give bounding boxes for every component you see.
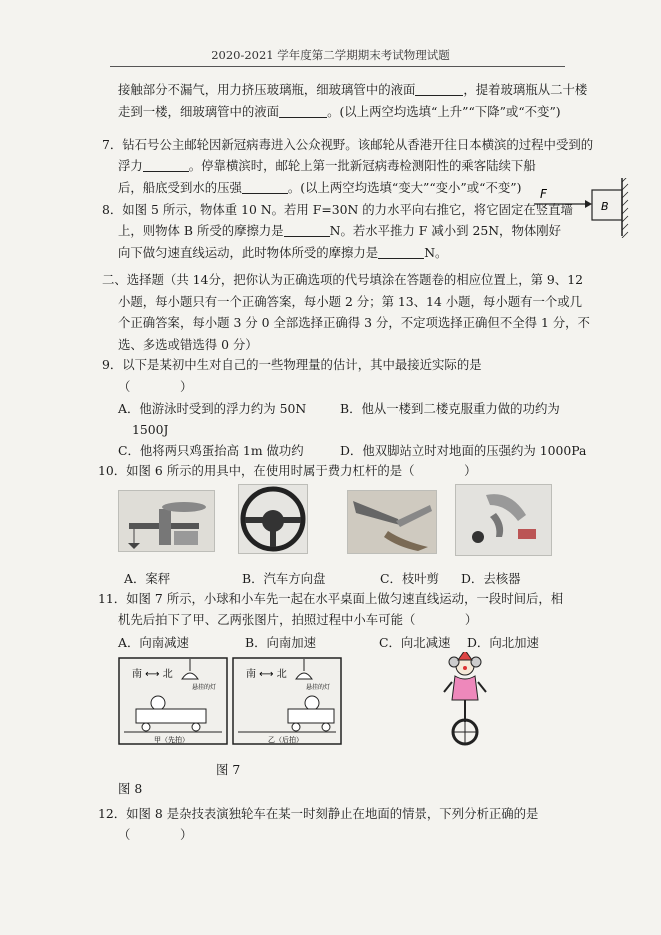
q10-option-a[interactable]: A．案秤	[124, 571, 171, 586]
page-header: 2020-2021 学年度第二学期期末考试物理试题	[211, 48, 450, 62]
pitter-image	[455, 484, 552, 556]
q9-answer-paren[interactable]: （ ）	[118, 379, 193, 394]
figure-7-yi	[232, 657, 342, 745]
header-divider	[110, 66, 565, 67]
photo-yi-caption: 乙（后拍）	[268, 736, 303, 744]
section2-line1: 二、选择题（共 14分，把你认为正确选项的代号填涂在答题卷的相应位置上，第 9、12	[102, 272, 583, 287]
q11-line1: 11．如图 7 所示，小球和小车先一起在水平桌面上做匀速直线运动，一段时间后，相	[98, 591, 564, 606]
lamp-label: 悬挂的灯	[192, 684, 217, 691]
q8-line3: 向下做匀速直线运动，此时物体所受的摩擦力是 N。	[118, 245, 448, 260]
steering-wheel-image	[238, 484, 308, 554]
section2-line2: 小题，每小题只有一个正确答案，每小题 2 分；第 13、14 小题，每小题有一个或几	[118, 294, 583, 309]
pruning-shears-image	[347, 490, 437, 554]
q11-option-d[interactable]: D．向北加速	[467, 635, 539, 650]
force-arrow-head	[585, 200, 592, 208]
q12-answer-paren[interactable]: （ ）	[118, 827, 193, 842]
answer-blank[interactable]	[284, 224, 330, 237]
q7-line2: 浮力 。停靠横滨时，邮轮上第一批新冠病毒检测阳性的乘客陆续下船	[118, 158, 536, 173]
answer-blank[interactable]	[415, 83, 463, 96]
q9-option-c[interactable]: C．他将两只鸡蛋抬高 1m 做功约	[118, 443, 304, 458]
section2-line3: 个正确答案，每小题 3 分 0 全部选择正确得 3 分，不定项选择正确但不全得 1 分，不	[118, 315, 590, 330]
q9-stem: 9．以下是某初中生对自己的一些物理量的估计，其中最接近实际的是	[102, 357, 482, 372]
q11-option-a[interactable]: A．向南减速	[118, 635, 189, 650]
q9-option-d[interactable]: D．他双脚站立时对地面的压强约为 1000Pa	[340, 443, 587, 458]
answer-blank[interactable]	[378, 246, 424, 259]
answer-blank[interactable]	[242, 181, 288, 194]
answer-blank[interactable]	[279, 105, 327, 118]
block-b-label: B	[601, 200, 609, 213]
q9-option-b[interactable]: B．他从一楼到二楼克服重力做的功约为	[340, 401, 560, 416]
wall-hatching	[622, 178, 628, 238]
q9-option-a[interactable]: A．他游泳时受到的浮力约为 50N	[118, 401, 307, 416]
q7-line3: 后，船底受到水的压强 。(以上两空均选填“变大”“变小”或“不变”)	[118, 180, 522, 195]
q6-line2: 走到一楼，细玻璃管中的液面 。(以上两空均选填“上升”“下降”或“不变”)	[118, 104, 561, 119]
figure-7-caption: 图 7	[216, 762, 241, 777]
q8-line2: 上，则物体 B 所受的摩擦力是 N。若水平推力 F 减小到 25N，物体刚好	[118, 223, 562, 238]
lamp-label: 悬挂的灯	[306, 684, 331, 691]
photo-jia-caption: 甲（先拍）	[154, 736, 189, 744]
q10-option-d[interactable]: D．去核器	[461, 571, 521, 586]
scale-image	[118, 490, 215, 552]
q12-stem: 12．如图 8 是杂技表演独轮车在某一时刻静止在地面的情景，下列分析正确的是	[98, 806, 539, 821]
figure-8-caption: 图 8	[118, 781, 143, 796]
direction-label: 南 ⟷ 北	[246, 669, 287, 680]
figure-8-unicycle	[440, 652, 490, 747]
q6-line1: 接触部分不漏气，用力挤压玻璃瓶，细玻璃管中的液面 ，提着玻璃瓶从二十楼	[118, 82, 588, 97]
q10-option-c[interactable]: C．枝叶剪	[380, 571, 440, 586]
q7-line1: 7．钻石号公主邮轮因新冠病毒进入公众视野。该邮轮从香港开往日本横滨的过程中受到的	[102, 137, 594, 152]
q10-option-b[interactable]: B．汽车方向盘	[242, 571, 326, 586]
q10-stem: 10．如图 6 所示的用具中，在使用时属于费力杠杆的是（ ）	[98, 463, 477, 478]
q11-option-b[interactable]: B．向南加速	[245, 635, 317, 650]
force-label: F	[540, 187, 547, 201]
answer-blank[interactable]	[143, 159, 189, 172]
q8-line1: 8．如图 5 所示，物体重 10 N。若用 F=30N 的力水平向右推它，将它固定在竖直墙	[102, 202, 573, 217]
figure-7-jia	[118, 657, 228, 745]
direction-label: 南 ⟷ 北	[132, 669, 173, 680]
section2-line4: 选、多选或错选得 0 分）	[118, 337, 258, 352]
q11-option-c[interactable]: C．向北减速	[379, 635, 451, 650]
figure-5	[530, 178, 630, 238]
q9-option-b-cont: 1500J	[132, 422, 169, 437]
q11-line2: 机先后拍下了甲、乙两张图片，拍照过程中小车可能（ ）	[118, 612, 478, 627]
